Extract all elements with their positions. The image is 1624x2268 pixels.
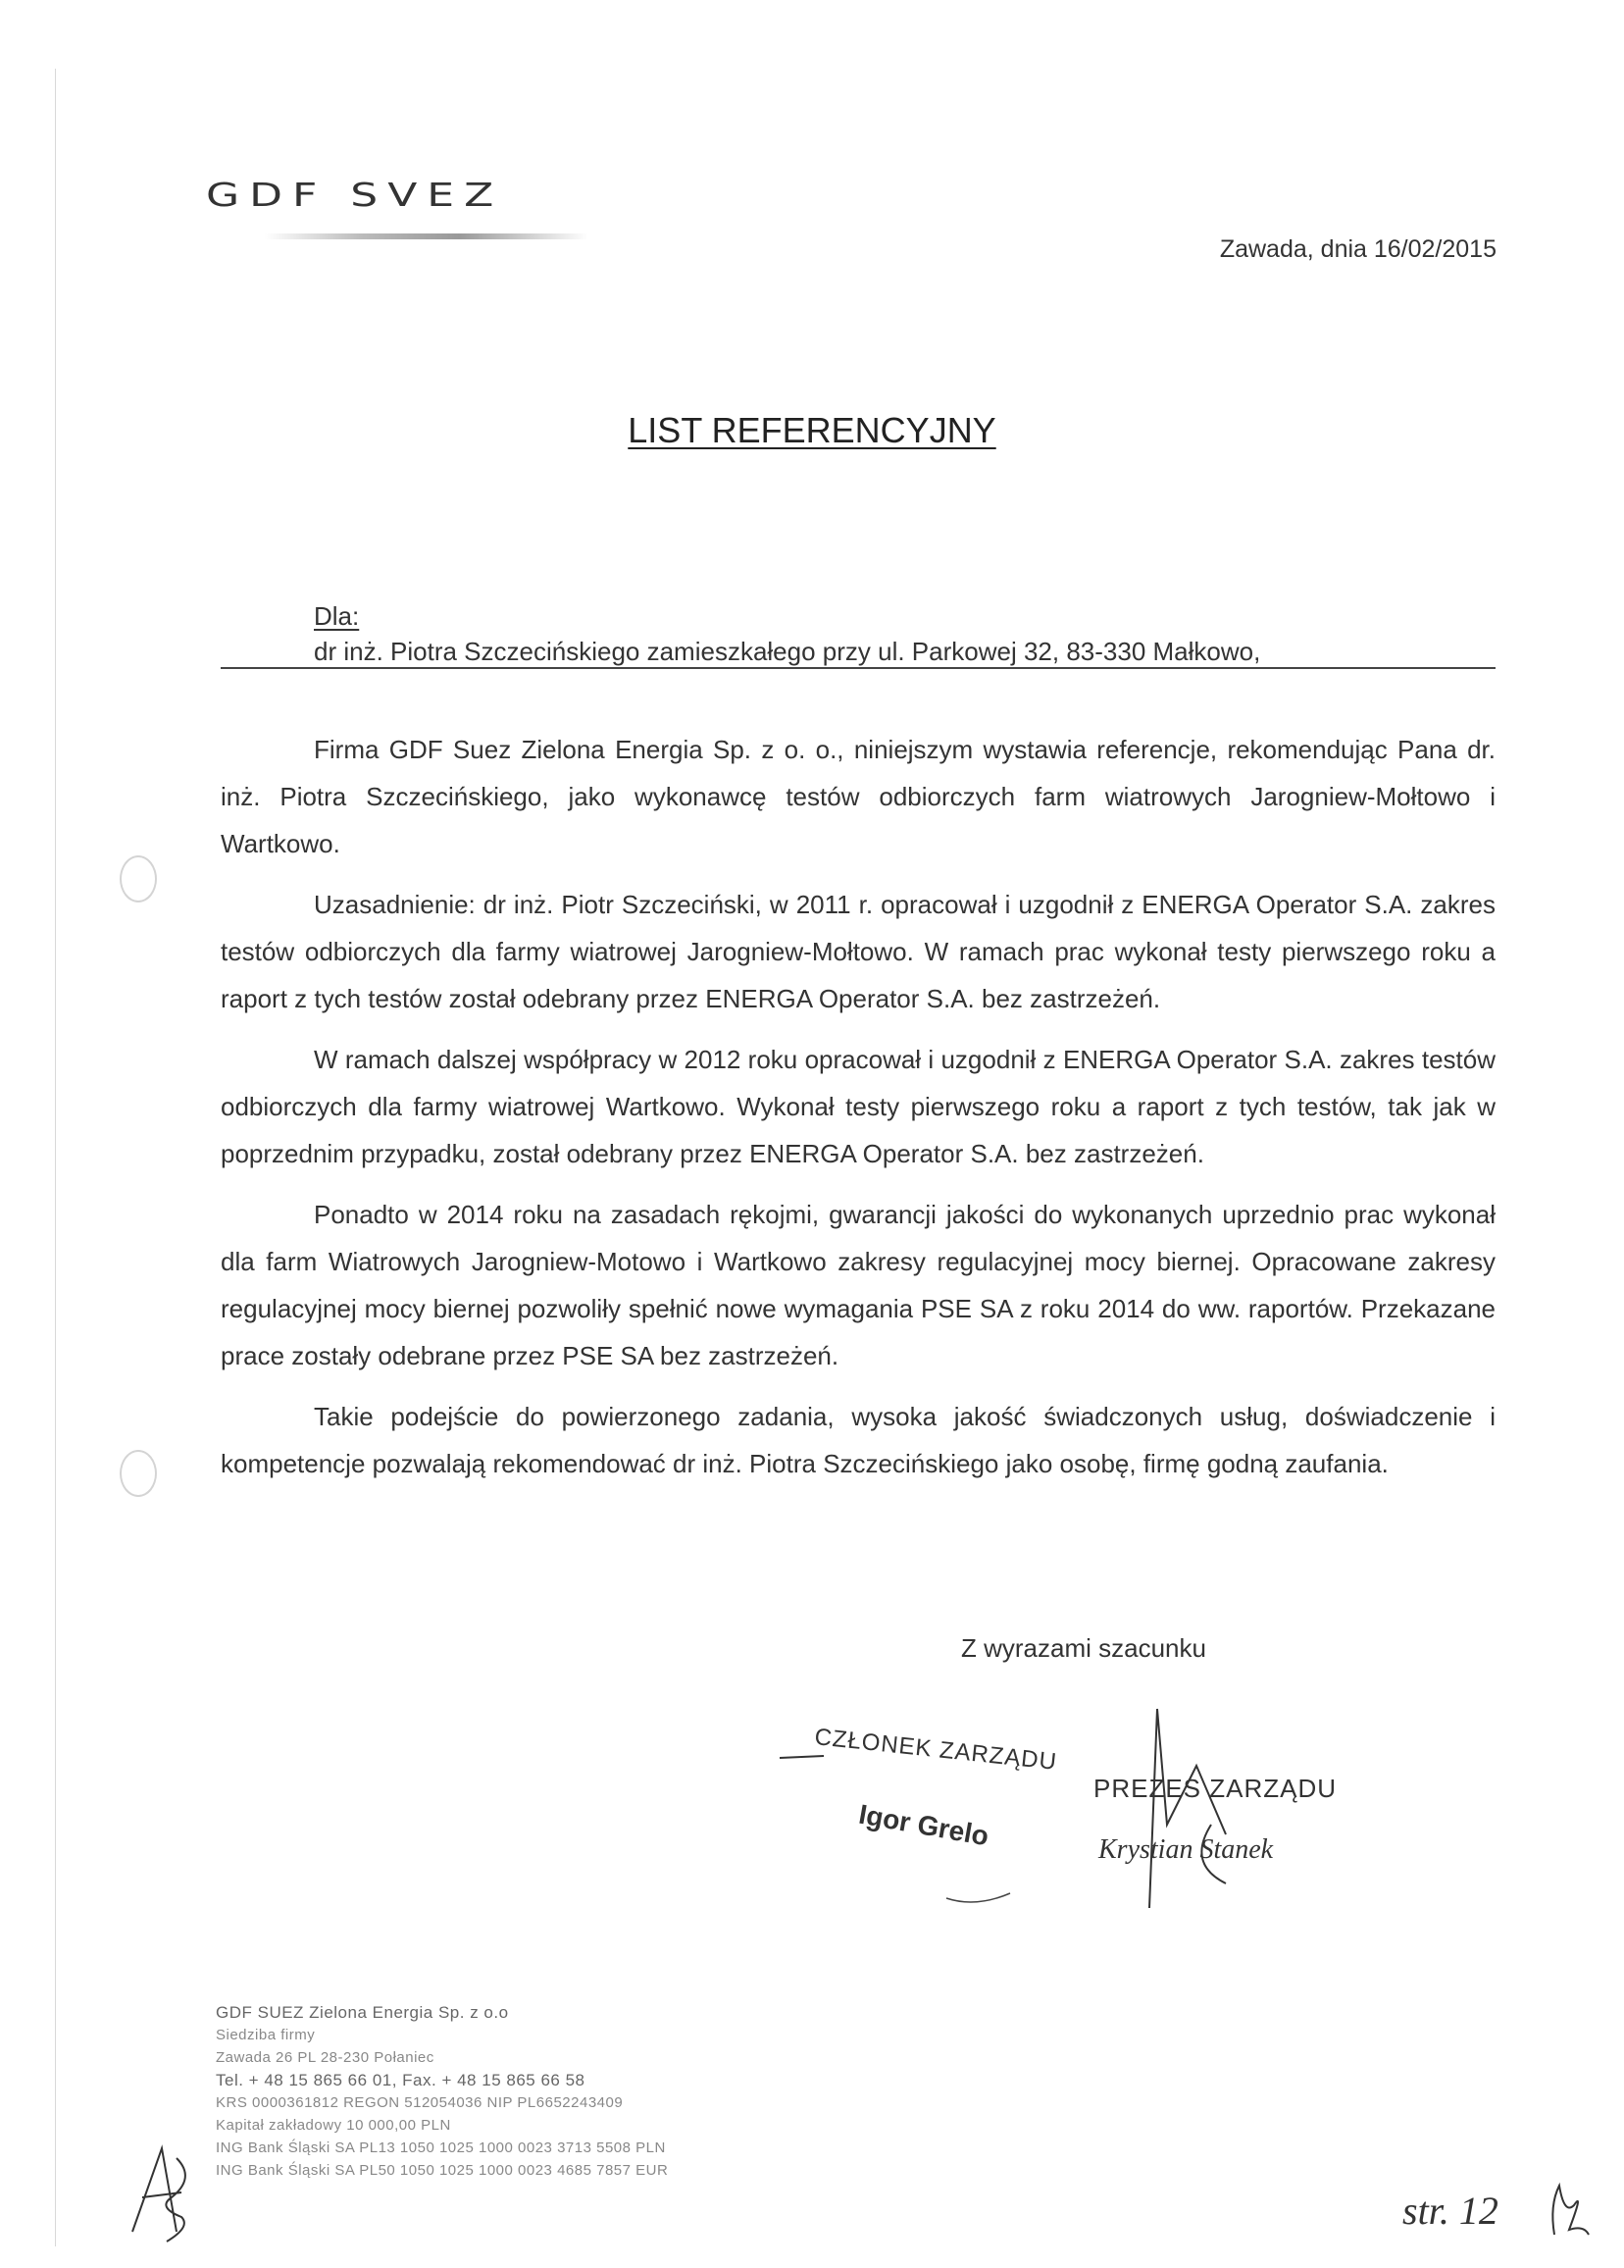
left-signatory-name: Igor Grelo — [856, 1798, 991, 1852]
punch-hole — [120, 855, 157, 902]
footer-line: Zawada 26 PL 28-230 Połaniec — [216, 2049, 434, 2066]
footer-line: Siedziba firmy — [216, 2027, 316, 2043]
footer-line: Kapitał zakładowy 10 000,00 PLN — [216, 2117, 451, 2134]
scan-edge-line — [55, 69, 56, 2246]
footer-line: GDF SUEZ Zielona Energia Sp. z o.o — [216, 2003, 509, 2022]
logo-underline — [265, 233, 588, 239]
right-signatory-name: Krystian Stanek — [1098, 1834, 1274, 1865]
closing-phrase: Z wyrazami szacunku — [961, 1633, 1206, 1663]
right-signatory-title: PREZES ZARZĄDU — [1093, 1774, 1338, 1803]
letter-date: Zawada, dnia 16/02/2015 — [1219, 235, 1497, 263]
body-paragraph: Uzasadnienie: dr inż. Piotr Szczeciński, w 2011 r. opracował i uzgodnił z ENERGA Operator S.A. zakres testów odbiorczych dla farmy wiatrowej Jarogniew-Mołtowo. W ramach prac wykonał testy pierwszego roku a raport z tych testów został odebrany przez ENERGA Operator S.A. bez zastrzeżeń. — [221, 890, 1496, 1013]
handwritten-initials — [123, 2139, 201, 2246]
footer-line: KRS 0000361812 REGON 512054036 NIP PL6652243409 — [216, 2094, 624, 2111]
body-paragraph: Firma GDF Suez Zielona Energia Sp. z o. o., niniejszym wystawia referencje, rekomendując Pana dr. inż. Piotra Szczecińskiego, jako wykonawcę testów odbiorczych farm wiatrowych Jarogniew-Mołtowo i Wartkowo. — [221, 735, 1496, 858]
body-paragraph: Ponadto w 2014 roku na zasadach rękojmi, gwarancji jakości do wykonanych uprzednio prac wykonał dla farm Wiatrowych Jarogniew-Motowo i Wartkowo zakresy regulacyjnej mocy biernej. Opracowane zakresy regulacyjnej mocy biernej pozwoliły spełnić nowe wymagania PSE SA z roku 2014 do ww. raportów. Przekazane prace zostały odebrane przez PSE SA bez zastrzeżeń. — [221, 1200, 1496, 1370]
letter-body — [221, 726, 1496, 1501]
recipient-block — [314, 598, 1260, 669]
recipient-label: Dla: — [314, 601, 360, 631]
company-footer — [216, 2001, 668, 2182]
logo-text: GDF SVEZ — [206, 177, 504, 215]
signature-area — [765, 1707, 1373, 1982]
body-paragraph: Takie podejście do powierzonego zadania, wysoka jakość świadczonych usług, doświadczenie i kompetencje pozwalają rekomendować dr inż. Piotra Szczecińskiego jako osobę, firmę godną zaufania. — [221, 1402, 1496, 1478]
document-title-text: LIST REFERENCYJNY — [628, 410, 996, 450]
footer-line: Tel. + 48 15 865 66 01, Fax. + 48 15 865 66 58 — [216, 2071, 585, 2089]
page-initials-mark — [1545, 2176, 1594, 2244]
footer-line: ING Bank Śląski SA PL13 1050 1025 1000 0023 3713 5508 PLN — [216, 2139, 666, 2156]
recipient-text: dr inż. Piotra Szczecińskiego zamieszkałego przy ul. Parkowej 32, 83-330 Małkowo, — [314, 637, 1261, 666]
page-number: str. 12 — [1402, 2189, 1498, 2233]
body-paragraph: W ramach dalszej współpracy w 2012 roku opracował i uzgodnił z ENERGA Operator S.A. zakres testów odbiorczych dla farmy wiatrowej Wartkowo. Wykonał testy pierwszego roku a raport z tych testów, tak jak w poprzednim przypadku, został odebrany przez ENERGA Operator S.A. bez zastrzeżeń. — [221, 1045, 1496, 1168]
company-logo — [206, 177, 618, 255]
document-title — [0, 410, 1624, 451]
punch-hole — [120, 1450, 157, 1497]
recipient-divider — [221, 667, 1496, 669]
footer-line: ING Bank Śląski SA PL50 1050 1025 1000 0023 4685 7857 EUR — [216, 2162, 669, 2179]
left-signatory-title: CZŁONEK ZARZĄDU — [813, 1724, 1059, 1776]
